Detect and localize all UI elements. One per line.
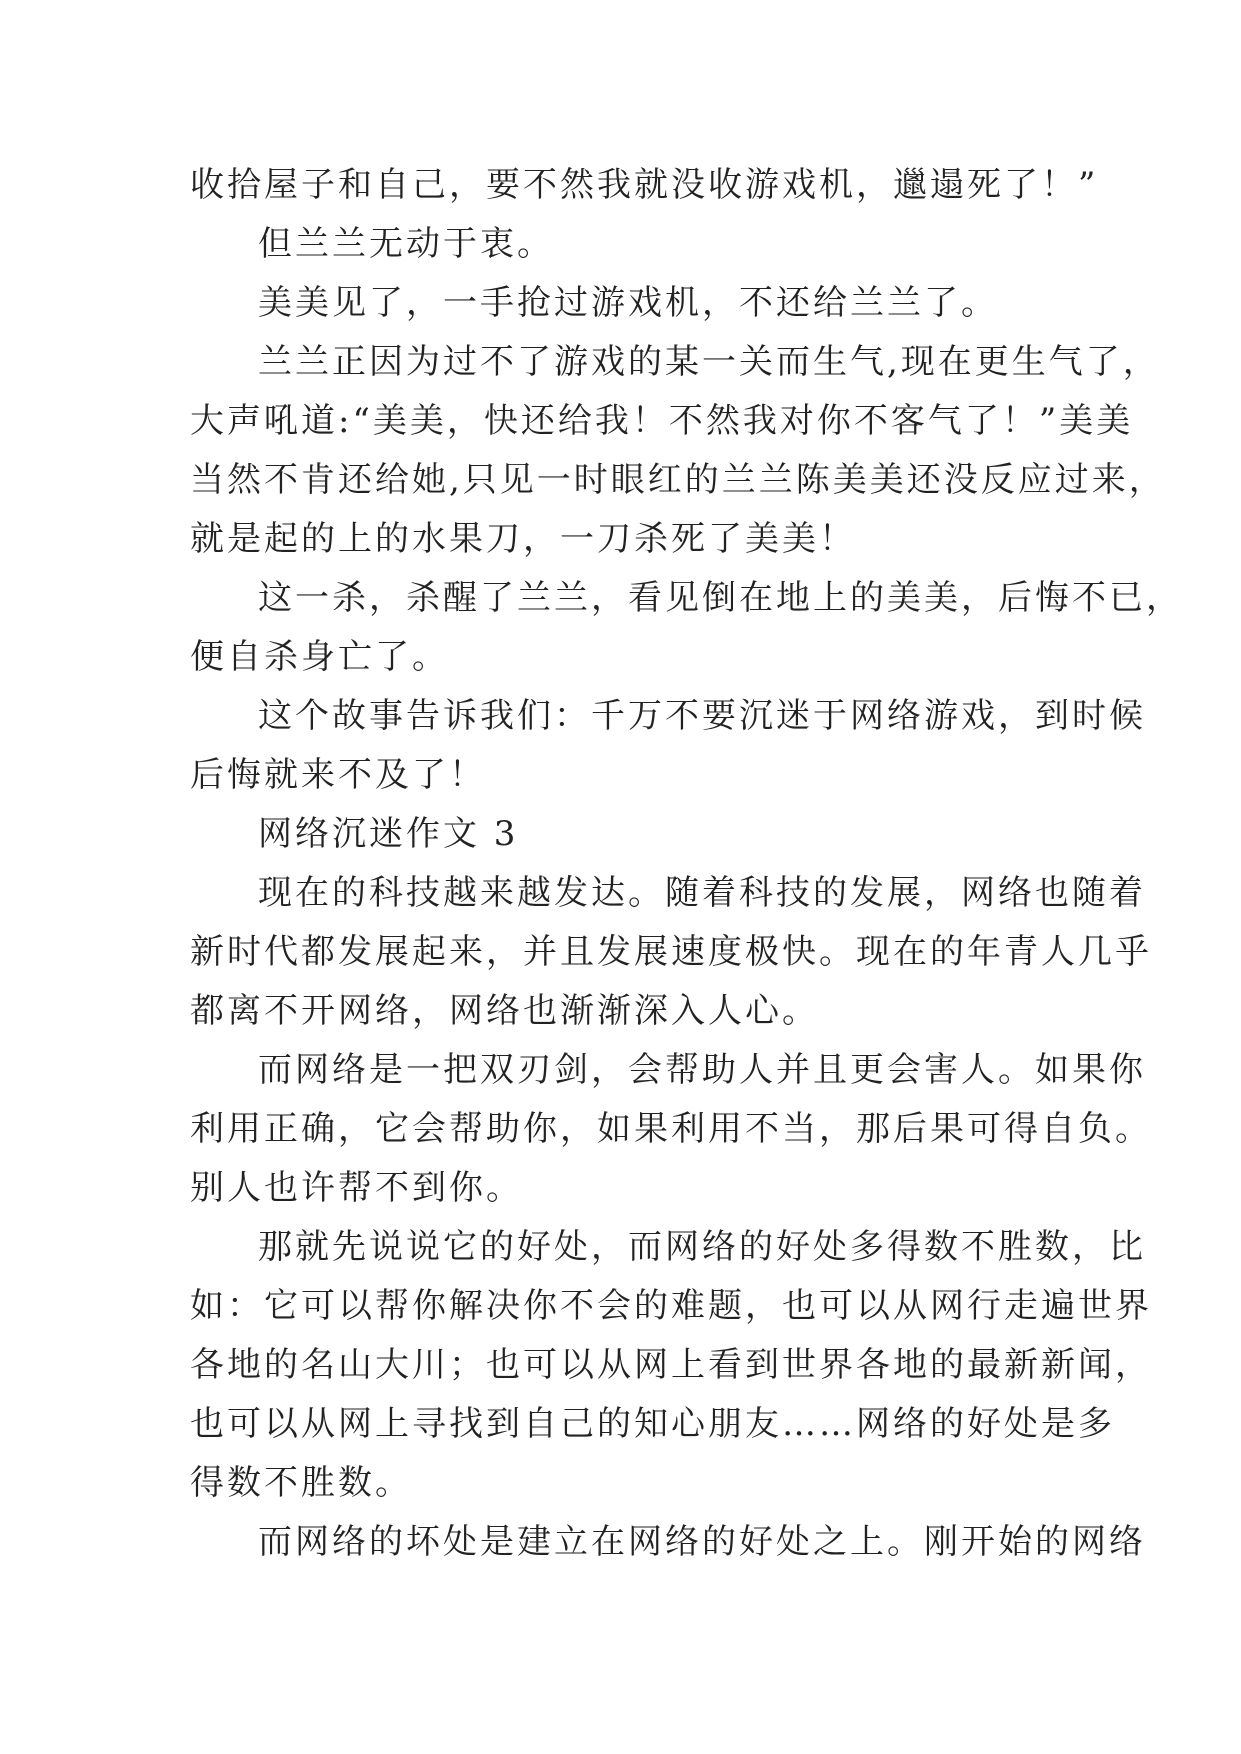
text-line: 那就先说说它的好处，而网络的好处多得数不胜数，比 bbox=[258, 1227, 1146, 1267]
text-line: 当然不肯还给她,只见一时眼红的兰兰陈美美还没反应过来， bbox=[190, 460, 1166, 500]
text-line: 兰兰正因为过不了游戏的某一关而生气,现在更生气了， bbox=[258, 342, 1160, 382]
text-line: 美美见了，一手抢过游戏机，不还给兰兰了。 bbox=[258, 283, 998, 323]
text-line: 但兰兰无动于衷。 bbox=[258, 224, 554, 264]
text-line: 新时代都发展起来，并且发展速度极快。现在的年青人几乎 bbox=[190, 932, 1152, 972]
text-line: 现在的科技越来越发达。随着科技的发展，网络也随着 bbox=[258, 873, 1146, 913]
text-line: 大声吼道:“美美，快还给我！不然我对你不客气了！”美美 bbox=[190, 401, 1134, 441]
text-line: 利用正确，它会帮助你，如果利用不当，那后果可得自负。 bbox=[190, 1109, 1152, 1149]
text-line: 都离不开网络，网络也渐渐深入人心。 bbox=[190, 991, 819, 1031]
text-line: 别人也许帮不到你。 bbox=[190, 1168, 523, 1208]
text-line: 就是起的上的水果刀，一刀杀死了美美！ bbox=[190, 519, 856, 559]
text-line: 如：它可以帮你解决你不会的难题，也可以从网行走遍世界 bbox=[190, 1286, 1152, 1326]
text-line: 各地的名山大川；也可以从网上看到世界各地的最新新闻， bbox=[190, 1345, 1152, 1385]
text-line: 便自杀身亡了。 bbox=[190, 637, 449, 677]
text-line: 这一杀，杀醒了兰兰，看见倒在地上的美美，后悔不已， bbox=[258, 578, 1183, 618]
document-body bbox=[190, 156, 1183, 1572]
text-line: 这个故事告诉我们：千万不要沉迷于网络游戏，到时候 bbox=[258, 696, 1146, 736]
section-heading: 网络沉迷作文 3 bbox=[258, 814, 519, 854]
text-line: 得数不胜数。 bbox=[190, 1463, 412, 1503]
text-line: 后悔就来不及了！ bbox=[190, 755, 486, 795]
text-line: 也可以从网上寻找到自己的知心朋友……网络的好处是多 bbox=[190, 1404, 1115, 1444]
text-line: 而网络的坏处是建立在网络的好处之上。刚开始的网络 bbox=[258, 1522, 1146, 1562]
text-line: 收拾屋子和自己，要不然我就没收游戏机，邋遢死了！” bbox=[190, 165, 1099, 205]
text-line: 而网络是一把双刃剑，会帮助人并且更会害人。如果你 bbox=[258, 1050, 1146, 1090]
